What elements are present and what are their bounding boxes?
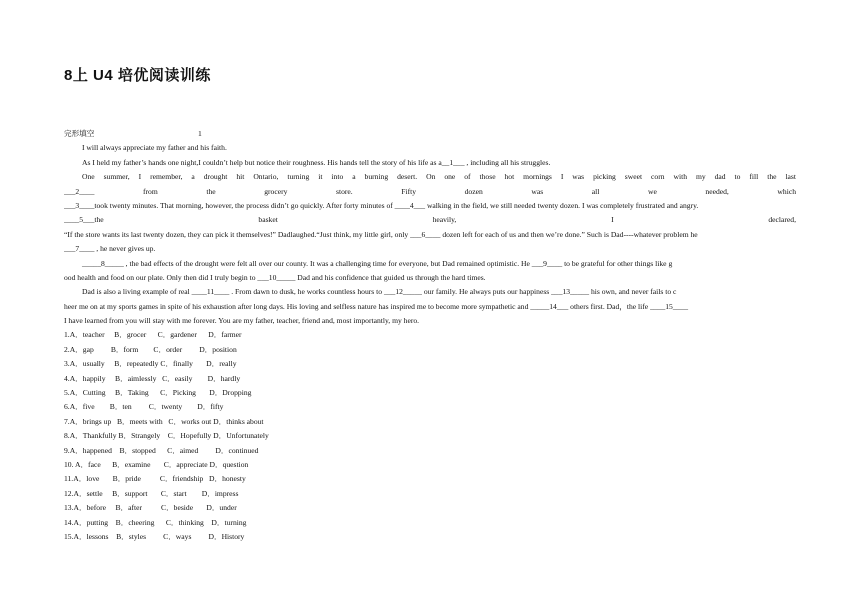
section-label: 完形填空 xyxy=(64,129,95,138)
option-line: 1.A．teacher B．grocer C．gardener D．farmer xyxy=(64,330,242,340)
option-line: 13.A．before B．after C．beside D．under xyxy=(64,503,237,513)
passage-line: I have learned from you will stay with me forever. You are my father, teacher, friend and, most importantly, my hero. xyxy=(64,316,420,326)
passage-line: I will always appreciate my father and his faith. xyxy=(82,143,227,153)
section-number: 1 xyxy=(198,129,202,138)
option-line: 9.A．happened B．stopped C．aimed D．continued xyxy=(64,445,259,455)
passage-line: ___2____ from the grocery store. Fifty dozen was all we needed, which xyxy=(64,186,796,196)
passage-line: heer me on at my sports games in spite of his exhaustion after long days. His loving and selfless nature has inspired me to become more sympathetic and _____14___ others first. Dad，the life ____15____ xyxy=(64,301,689,311)
page-title: 8上 U4 培优阅读训练 xyxy=(64,67,211,84)
option-line: 11.A．love B．pride C．friendship D．honesty xyxy=(64,474,246,484)
passage-line: _____8_____ , the bad effects of the drought were felt all over our county. It was a challenging time for everyone, but Dad remained optimistic. He ___9____ to be grateful for other things like g xyxy=(82,258,673,268)
option-line: 5.A．Cutting B．Taking C．Picking D．Dropping xyxy=(64,388,252,398)
option-line: 12.A．settle B．support C．start D．impress xyxy=(64,488,239,498)
passage-line: ___7____ , he never gives up. xyxy=(64,244,156,254)
cloze-section xyxy=(64,127,796,544)
option-line: 6.A．five B．ten C．twenty D．fifty xyxy=(64,402,224,412)
option-line: 14.A．putting B．cheering C．thinking D．turning xyxy=(64,517,247,527)
option-line: 7.A．brings up B．meets with C．works out D．thinks about xyxy=(64,416,264,426)
option-line: 15.A．lessons B．styles C．ways D．History xyxy=(64,531,245,541)
passage-line: As I held my father’s hands one night,I couldn’t help but notice their roughness. His hands tell the story of his life as a__1___ , including all his struggles. xyxy=(82,157,551,167)
option-line: 2.A．gap B．form C．order D．position xyxy=(64,344,237,354)
passage-line: ____5___the basket heavily, I declared, xyxy=(64,215,796,225)
option-line: 10. A．face B．examine C．appreciate D．question xyxy=(64,459,249,469)
passage-line: ___3____took twenty minutes. That morning, however, the process didn’t go quickly. After forty minutes of ____4___ walking in the field, we still needed twenty dozen. I was completely frustrated and angry. xyxy=(64,200,699,210)
option-line: 3.A．usually B．repeatedly C．finally D．really xyxy=(64,359,237,369)
section-header xyxy=(64,127,796,141)
passage-line: “If the store wants its last twenty dozen, they can pick it themselves!” Dadlaughed.“Just think, my little girl, only ___6____ dozen left for each of us and then we’re done.” Such is Dad----whatever problem he xyxy=(64,229,698,239)
option-line: 4.A．happily B．aimlessly C．easily D．hardly xyxy=(64,373,241,383)
passage-line: Dad is also a living example of real ____11____ . From dawn to dusk, he works countless hours to ___12_____ our family. He always puts our happiness ___13_____ his own, and never fails to c xyxy=(82,287,677,297)
option-line: 8.A．Thankfully B．Strangely C．Hopefully D．Unfortunately xyxy=(64,431,269,441)
passage-line: ood health and food on our plate. Only then did I truly begin to ___10_____ Dad and his confidence that guided us through the hard times. xyxy=(64,272,486,282)
passage-line: One summer, I remember, a drought hit Ontario, turning it into a burning desert. On one of those hot mornings I was picking sweet corn with my dad to fill the last xyxy=(82,172,796,182)
